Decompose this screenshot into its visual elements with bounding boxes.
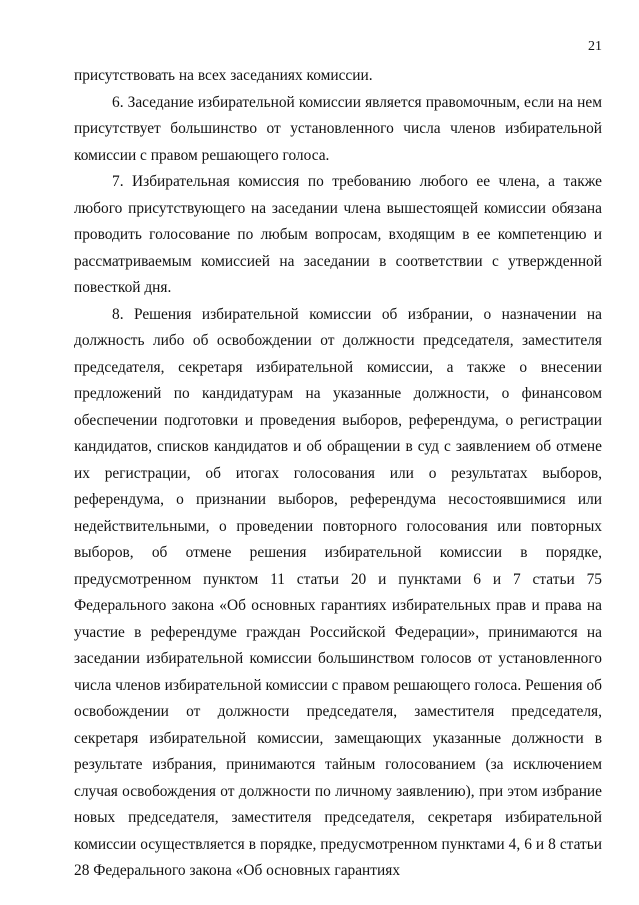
paragraph-item-6: 6. Заседание избирательной комиссии является правомочным, если на нем присутствует большинство от установленного числа членов избирательной комиссии с правом решающего голоса.	[74, 93, 602, 164]
paragraph-item-7: 7. Избирательная комиссия по требованию любого ее члена, а также любого присутствующего на заседании члена вышестоящей комиссии обязана проводить голосование по любым вопросам, входящим в ее компетенцию и рассматриваемым комиссией на заседании в соответствии с утвержденной повесткой дня.	[74, 173, 602, 296]
page-number: 21	[588, 39, 602, 54]
document-body	[74, 63, 602, 885]
paragraph-item-8: 8. Решения избирательной комиссии об избрании, о назначении на должность либо об освобождении от должности председателя, заместителя председателя, секретаря избирательной комиссии, а также о внесении предложений по кандидатурам на указанные должности, о финансовом обеспечении подготовки и проведения выборов, референдума, о регистрации кандидатов, списков кандидатов и об обращении в суд с заявлением об отмене их регистрации, об итогах голосования или о результатах выборов, референдума, о признании выборов, референдума несостоявшимися или недействительными, о проведении повторного голосования или повторных выборов, об отмене решения избирательной комиссии в порядке, предусмотренном пунктом 11 статьи 20 и пунктами 6 и 7 статьи 75 Федерального закона «Об основных гарантиях избирательных прав и права на участие в референдуме граждан Российской Федерации», принимаются на заседании избирательной комиссии большинством голосов от установленного числа членов избирательной комиссии с правом решающего голоса. Решения об освобождении от должности председателя, заместителя председателя, секретаря избирательной комиссии, замещающих указанные должности в результате избрания, принимаются тайным голосованием (за исключением случая освобождения от должности по личному заявлению), при этом избрание новых председателя, заместителя председателя, секретаря избирательной комиссии осуществляется в порядке, предусмотренном пунктами 4, 6 и 8 статьи 28 Федерального закона «Об основных гарантиях	[74, 305, 602, 879]
paragraph-continuation: присутствовать на всех заседаниях комиссии.	[74, 67, 373, 84]
